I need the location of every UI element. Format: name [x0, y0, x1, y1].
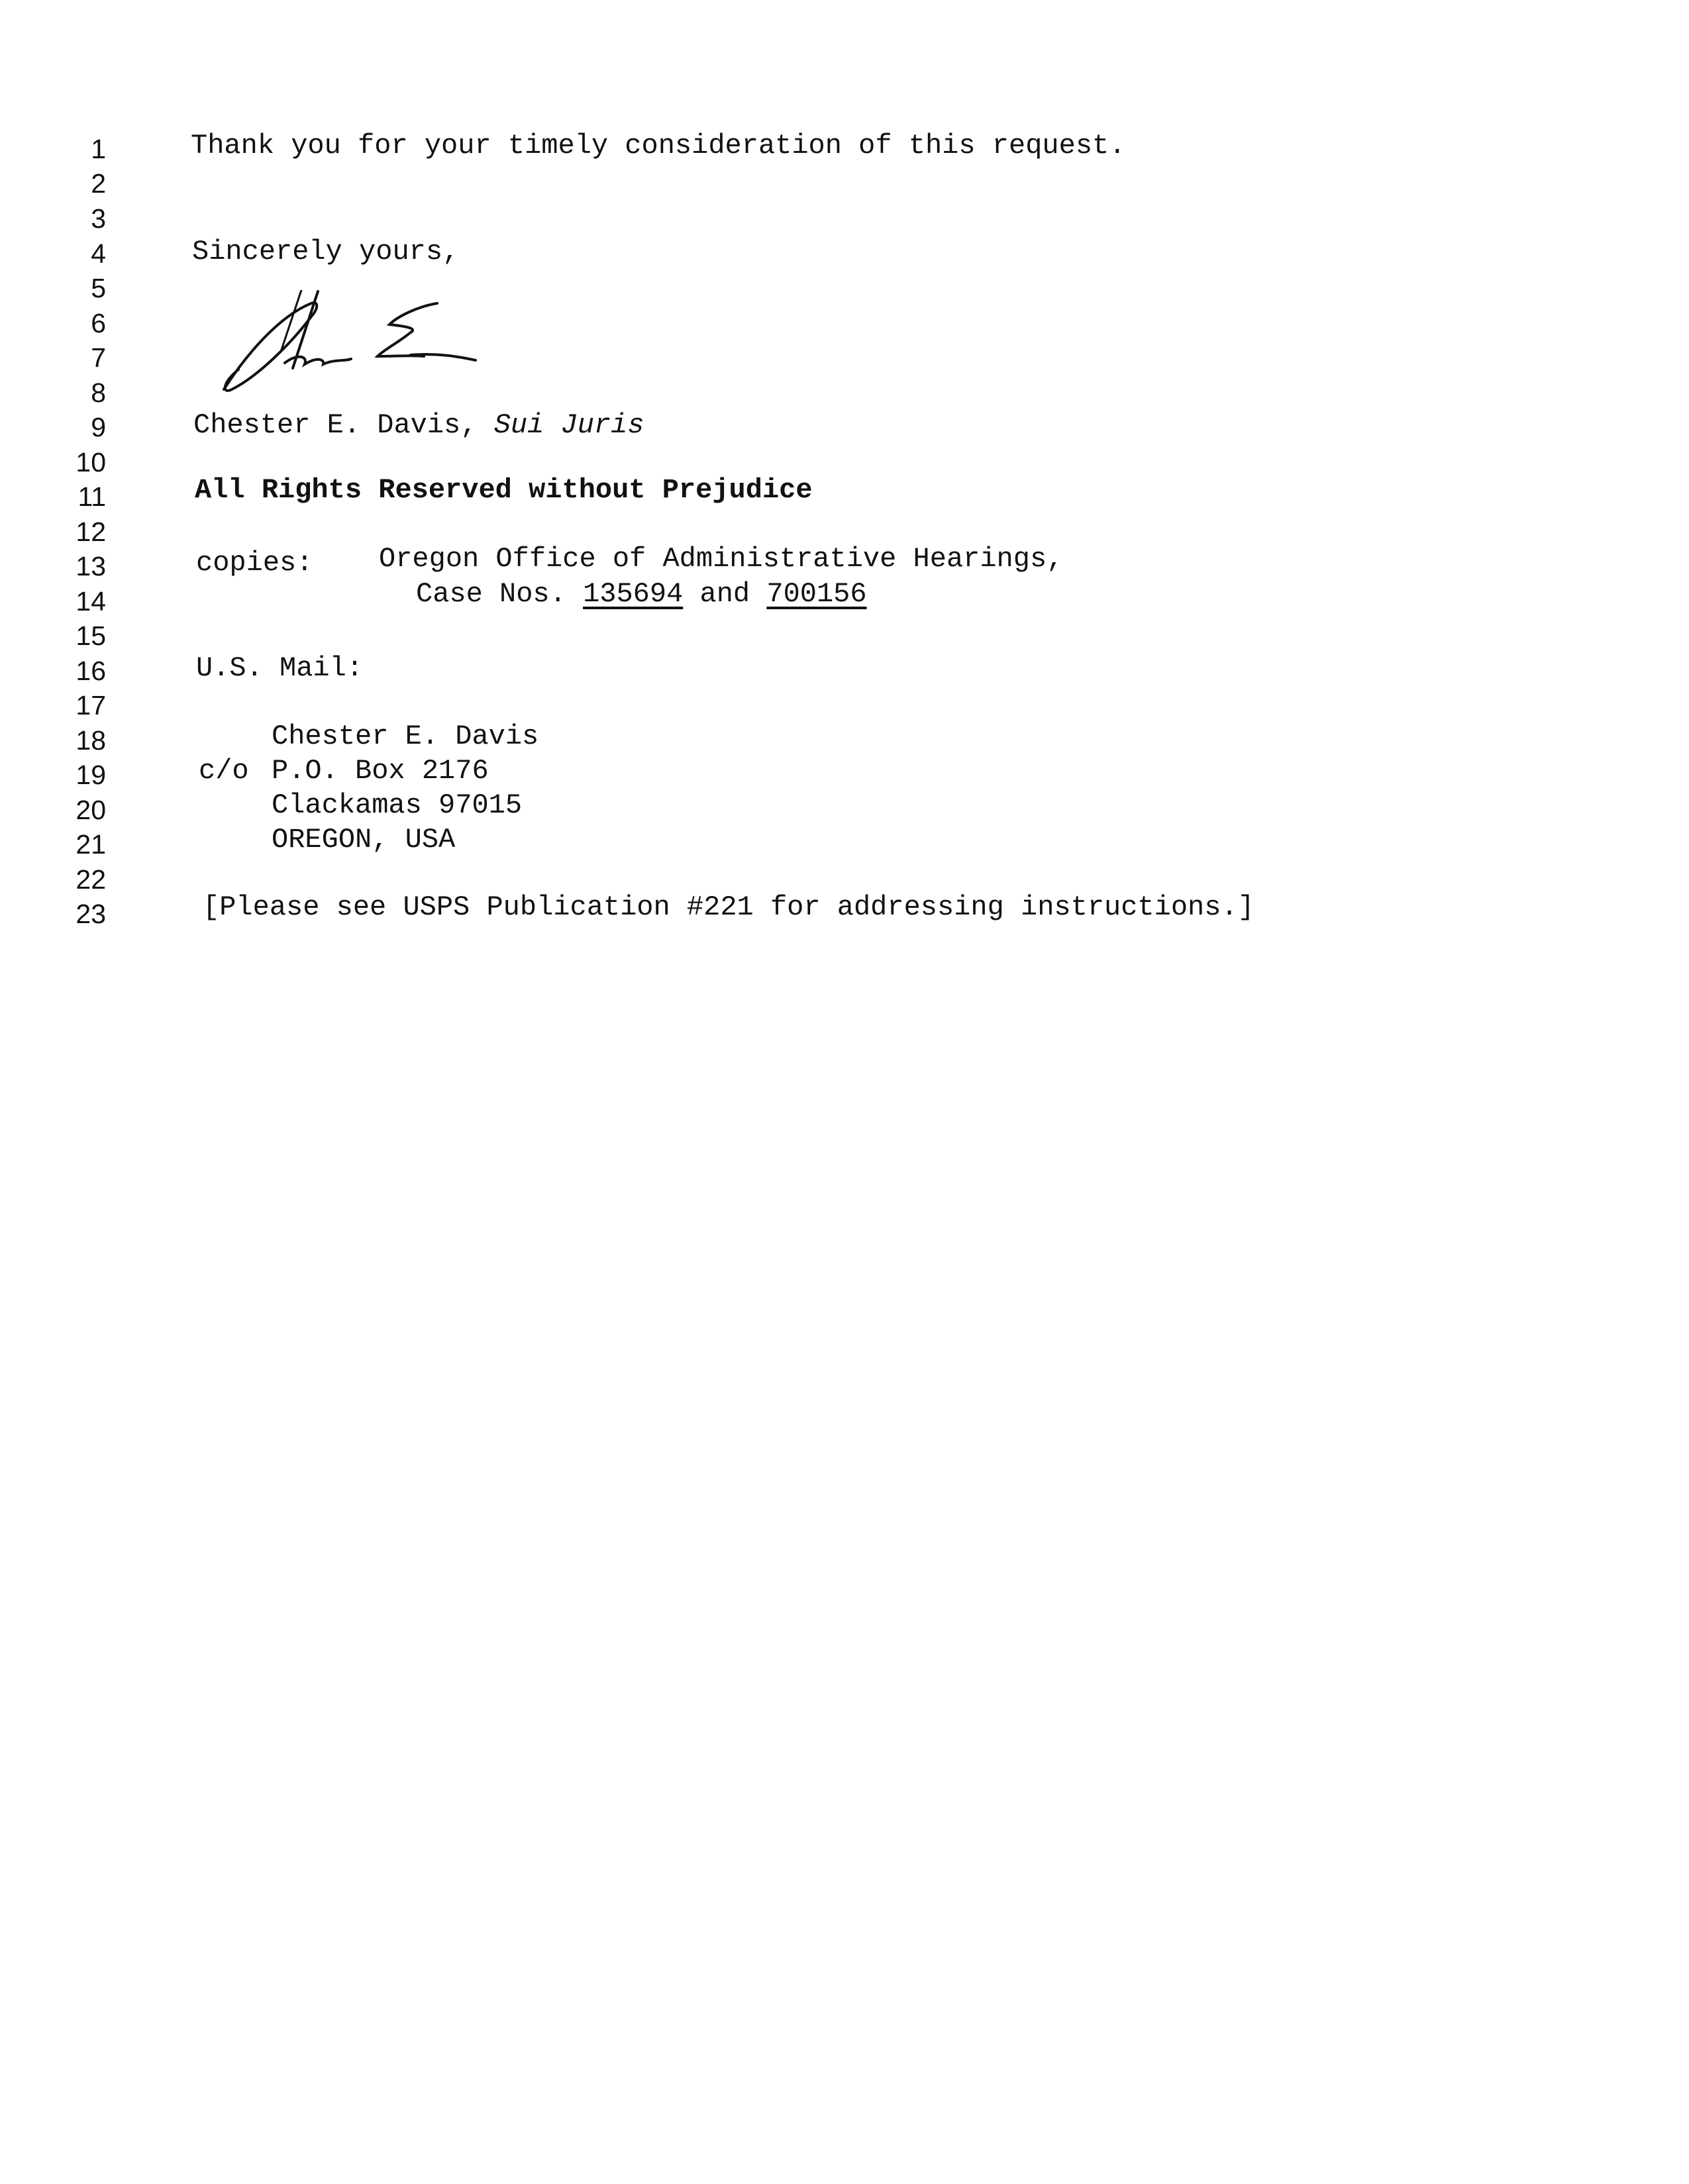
line-number: 10: [76, 447, 106, 477]
line-number: 7: [91, 342, 106, 373]
case-numbers-line: [416, 578, 867, 610]
line-number: 13: [76, 551, 106, 581]
addressing-note: [Please see USPS Publication #221 for addressing instructions.]: [203, 891, 1254, 923]
mail-label: U.S. Mail:: [196, 652, 364, 684]
line-number: 5: [91, 273, 106, 303]
mail-city: Clackamas 97015: [272, 789, 523, 821]
copies-label: copies:: [196, 547, 313, 579]
line-number: 22: [76, 864, 106, 895]
line-number: 4: [91, 238, 106, 269]
line-number: 3: [91, 203, 106, 234]
case-and: and: [699, 578, 750, 610]
line-number: 1: [91, 134, 106, 164]
closing-thanks: Thank you for your timely consideration of this request.: [191, 130, 1126, 162]
mail-box: P.O. Box 2176: [272, 755, 489, 787]
line-number: 6: [91, 308, 106, 338]
mail-care-of: c/o: [199, 755, 249, 787]
signature-name-line: [193, 409, 644, 441]
line-number: 19: [76, 760, 106, 790]
line-number: 23: [76, 899, 106, 929]
salutation: Sincerely yours,: [192, 236, 460, 268]
line-number: 15: [76, 620, 106, 651]
line-number: 8: [91, 377, 106, 408]
copies-recipient: Oregon Office of Administrative Hearings,: [379, 543, 1064, 575]
line-number: 11: [77, 481, 106, 512]
case-number-2: 700156: [766, 578, 867, 610]
mail-name: Chester E. Davis: [272, 720, 539, 752]
line-number: 12: [76, 517, 106, 547]
signature-name: Chester E. Davis,: [193, 409, 478, 441]
case-prefix: Case Nos.: [416, 578, 566, 610]
rights-notice: All Rights Reserved without Prejudice: [195, 474, 813, 506]
line-number: 18: [76, 725, 106, 756]
line-number: 14: [76, 586, 106, 617]
signature-suffix: Sui Juris: [493, 409, 644, 441]
line-number: 17: [76, 690, 106, 720]
line-number: 21: [76, 829, 106, 860]
line-number: 9: [91, 412, 106, 442]
line-number: 2: [91, 168, 106, 199]
mail-state: OREGON, USA: [272, 824, 456, 856]
line-number: 16: [76, 656, 106, 686]
case-number-1: 135694: [583, 578, 684, 610]
handwritten-signature: [219, 290, 537, 409]
line-number: 20: [76, 795, 106, 825]
